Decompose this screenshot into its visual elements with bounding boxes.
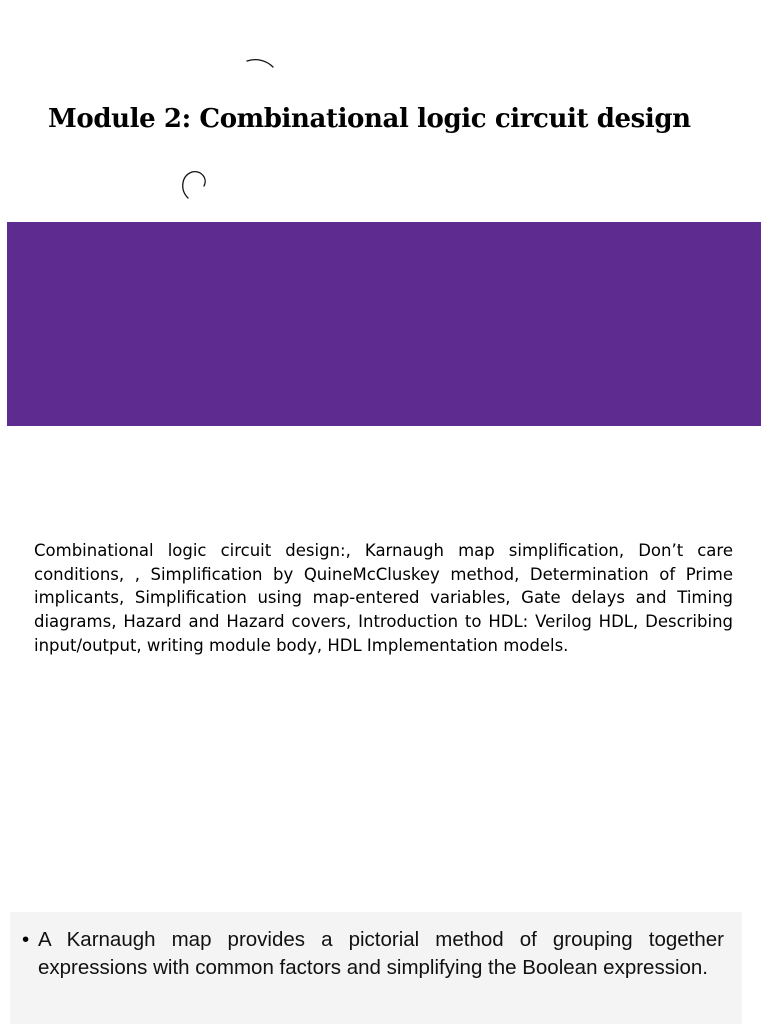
pen-stroke-loop (183, 172, 205, 198)
bullet-marker: • (22, 928, 30, 951)
slide-preview (10, 912, 742, 1024)
purple-banner (7, 222, 761, 426)
syllabus-text: Combinational logic circuit design:, Karnaugh map simplification, Don’t care conditions, , Simplification by QuineMcCluskey method, Determination of Prime implicants, Simplification using map-entered variables, Gate delays and Timing diagrams, Hazard and Hazard covers, Introduction to HDL: Verilog HDL, Describing input/output, writing module body, HDL Implementation models. (34, 541, 733, 655)
module-title: Module 2: Combinational logic circuit design (48, 104, 691, 134)
karnaugh-bullet-text: A Karnaugh map provides a pictorial method of grouping together expressions with common factors and simplifying the Boolean expression. (38, 928, 724, 979)
pen-stroke-top (247, 60, 273, 67)
